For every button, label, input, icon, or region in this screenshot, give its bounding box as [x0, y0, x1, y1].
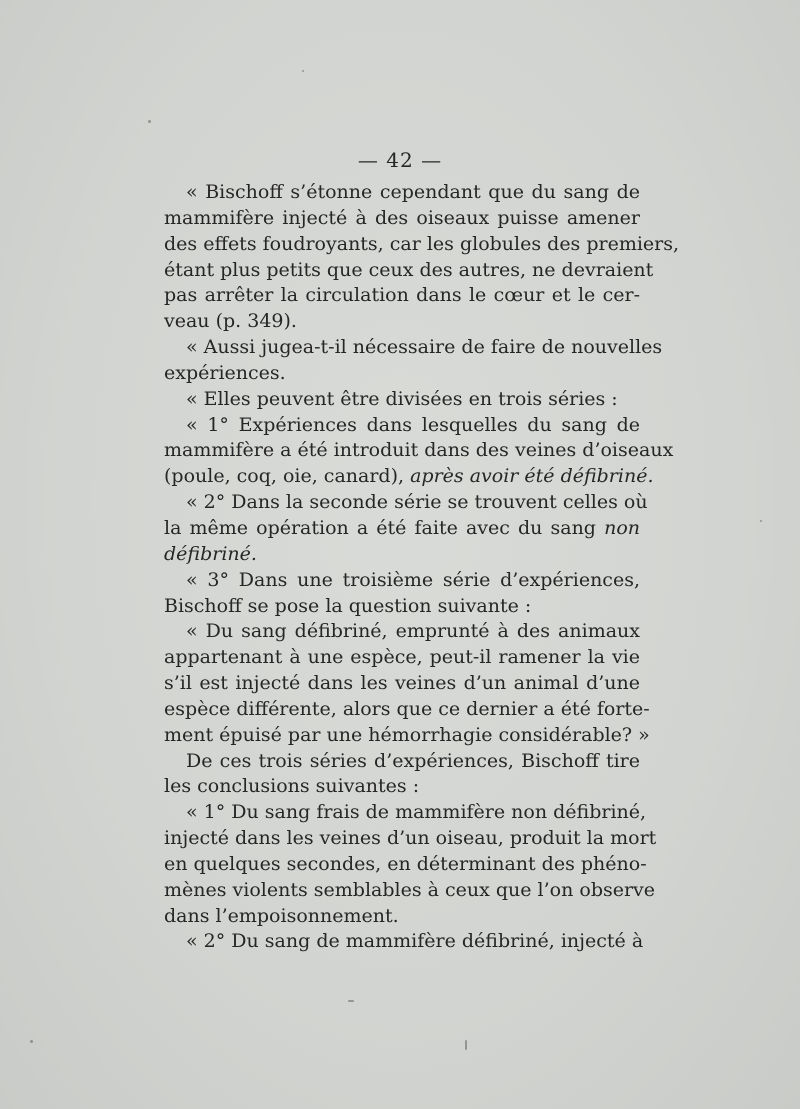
text-line — [164, 904, 640, 930]
text-line-content: mammifère a été introduit dans des veines d’oiseaux — [164, 439, 674, 462]
paper-speck — [348, 1000, 354, 1002]
text-line-content: les conclusions suivantes : — [164, 775, 420, 798]
text-line — [164, 594, 640, 620]
body-text — [164, 180, 680, 955]
italic-text: défibriné. — [164, 542, 257, 565]
paper-speck — [30, 1040, 33, 1043]
text-line-content: « Bischoff s’étonne cependant que du sang de — [186, 181, 640, 203]
text-line-content: veau (p. 349). — [164, 310, 297, 333]
text-line-content: étant plus petits que ceux des autres, ne devraient — [164, 258, 654, 281]
text-line-content: ment épuisé par une hémorrhagie considérable? » — [164, 723, 650, 746]
text-line-content: « Aussi jugea-t-il nécessaire de faire de nouvelles — [186, 336, 663, 359]
text-line-content: mènes violents semblables à ceux que l’on observe — [164, 878, 656, 901]
text-line — [164, 878, 656, 904]
text-line-content: « 2° Du sang de mammifère défibriné, injecté à — [186, 930, 644, 953]
text-line — [164, 749, 640, 775]
text-line — [164, 826, 657, 852]
text-line-content: la même opération a été faite avec du sang — [164, 516, 605, 539]
paper-speck — [760, 520, 762, 522]
text-line — [164, 258, 654, 284]
text-line-content: injecté dans les veines d’un oiseau, produit la mort — [164, 827, 657, 850]
text-line — [164, 800, 647, 826]
text-line — [164, 335, 663, 361]
text-line — [164, 852, 647, 878]
text-line — [164, 180, 640, 206]
text-line-content: « Du sang défibriné, emprunté à des animaux — [186, 620, 640, 643]
text-line — [164, 671, 640, 697]
text-line-content: Bischoff se pose la question suivante : — [164, 594, 532, 617]
text-line — [164, 490, 648, 516]
text-line — [164, 387, 640, 413]
text-line-content: (poule, coq, oie, canard), — [164, 465, 411, 488]
text-line-content: « Elles peuvent être divisées en trois séries : — [186, 387, 618, 410]
text-line-content: pas arrêter la circulation dans le cœur et le cer- — [164, 284, 640, 307]
text-line-content: en quelques secondes, en déterminant des phéno- — [164, 852, 647, 875]
text-line — [164, 568, 640, 594]
text-line — [164, 361, 640, 387]
paper-speck — [302, 70, 304, 72]
text-line-content: De ces trois séries d’expériences, Bischoff tire — [186, 749, 640, 772]
text-line-content: appartenant à une espèce, peut-il ramener la vie — [164, 646, 640, 669]
text-line — [164, 542, 640, 568]
text-line — [164, 516, 640, 542]
text-line-content: « 3° Dans une troisième série d’expériences, — [186, 568, 640, 591]
text-line-content: espèce différente, alors que ce dernier a été forte- — [164, 697, 650, 720]
text-line — [164, 309, 640, 335]
page-number: — 42 — — [357, 148, 443, 172]
text-line — [164, 645, 640, 671]
text-line — [164, 206, 640, 232]
text-line — [164, 438, 674, 464]
text-line-content: mammifère injecté à des oiseaux puisse amener — [164, 206, 640, 229]
paper-speck — [465, 1040, 467, 1050]
text-line-content: expériences. — [164, 361, 286, 384]
text-line — [164, 464, 654, 490]
text-line-content: « 1° Du sang frais de mammifère non défibriné, — [186, 801, 647, 824]
text-line — [164, 929, 644, 955]
text-line-content: des effets foudroyants, car les globules des premiers, — [164, 232, 680, 255]
text-line — [164, 619, 640, 645]
paper-speck — [148, 120, 151, 123]
text-line-content: « 1° Expériences dans lesquelles du sang de — [186, 413, 640, 436]
text-line-content: « 2° Dans la seconde série se trouvent celles où — [186, 491, 648, 514]
text-line — [164, 723, 650, 749]
text-line-content: dans l’empoisonnement. — [164, 904, 399, 927]
text-line — [164, 283, 640, 309]
text-line — [164, 774, 640, 800]
italic-text: après avoir été défibriné. — [410, 465, 654, 488]
text-line — [164, 232, 680, 258]
italic-text: non — [604, 516, 640, 539]
text-line — [164, 697, 650, 723]
text-line-content: s’il est injecté dans les veines d’un animal d’une — [164, 672, 640, 695]
text-line — [164, 413, 640, 439]
